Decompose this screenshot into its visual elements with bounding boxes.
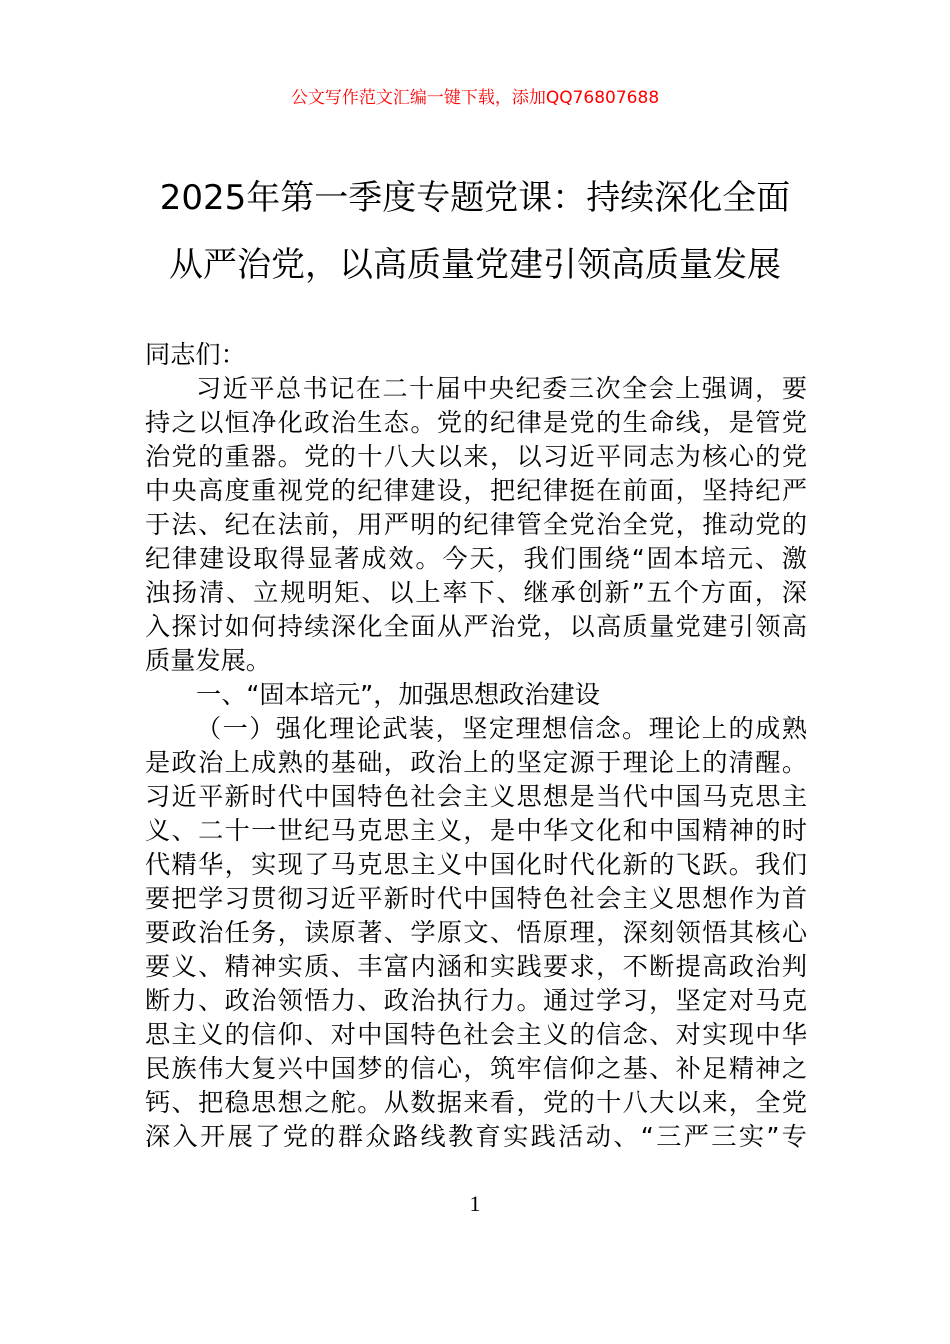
paragraph-1-line: 纪律建设取得显著成效。今天，我们围绕“固本培元、激 — [145, 544, 807, 573]
paragraph-2-line: 思主义的信仰、对中国特色社会主义的信念、对实现中华 — [145, 1020, 807, 1049]
paragraph-1-line: 习近平总书记在二十届中央纪委三次全会上强调，要 — [196, 374, 807, 403]
paragraph-2-line: 深入开展了党的群众路线教育实践活动、“三严三实”专 — [145, 1122, 807, 1151]
paragraph-1-line: 中央高度重视党的纪律建设，把纪律挺在前面，坚持纪严 — [145, 476, 807, 505]
paragraph-2-line: 民族伟大复兴中国梦的信心，筑牢信仰之基、补足精神之 — [145, 1054, 807, 1083]
paragraph-1-line: 入探讨如何持续深化全面从严治党，以高质量党建引领高 — [145, 612, 807, 641]
paragraph-1-line: 持之以恒净化政治生态。党的纪律是党的生命线，是管党 — [145, 408, 807, 437]
paragraph-2-line: （一）强化理论武装，坚定理想信念。理论上的成熟 — [196, 714, 807, 743]
paragraph-2-line: 断力、政治领悟力、政治执行力。通过学习，坚定对马克 — [145, 986, 807, 1015]
paragraph-2-line: 是政治上成熟的基础，政治上的坚定源于理论上的清醒。 — [145, 748, 807, 777]
paragraph-2-line: 要把学习贯彻习近平新时代中国特色社会主义思想作为首 — [145, 884, 807, 913]
section-heading-1: 一、“固本培元”，加强思想政治建设 — [196, 680, 600, 709]
paragraph-2-line: 钙、把稳思想之舵。从数据来看，党的十八大以来，全党 — [145, 1088, 807, 1117]
paragraph-1-line: 治党的重器。党的十八大以来，以习近平同志为核心的党 — [145, 442, 807, 471]
paragraph-2-line: 要政治任务，读原著、学原文、悟原理，深刻领悟其核心 — [145, 918, 807, 947]
document-title-line-1: 2025年第一季度专题党课：持续深化全面 — [159, 178, 791, 218]
paragraph-1-line: 浊扬清、立规明矩、以上率下、继承创新”五个方面，深 — [145, 578, 807, 607]
page-number: 1 — [469, 1191, 481, 1216]
download-banner: 公文写作范文汇编一键下载，添加QQ76807688 — [290, 88, 660, 108]
paragraph-1-line: 于法、纪在法前，用严明的纪律管全党治全党，推动党的 — [145, 510, 807, 539]
salutation: 同志们： — [145, 340, 246, 369]
paragraph-1-line: 质量发展。 — [145, 646, 271, 675]
paragraph-2-line: 义、二十一世纪马克思主义，是中华文化和中国精神的时 — [145, 816, 807, 845]
document-title-line-2: 从严治党，以高质量党建引领高质量发展 — [169, 245, 781, 285]
paragraph-2-line: 代精华，实现了马克思主义中国化时代化新的飞跃。我们 — [145, 850, 807, 879]
paragraph-2-line: 要义、精神实质、丰富内涵和实践要求，不断提高政治判 — [145, 952, 807, 981]
paragraph-2-line: 习近平新时代中国特色社会主义思想是当代中国马克思主 — [145, 782, 807, 811]
